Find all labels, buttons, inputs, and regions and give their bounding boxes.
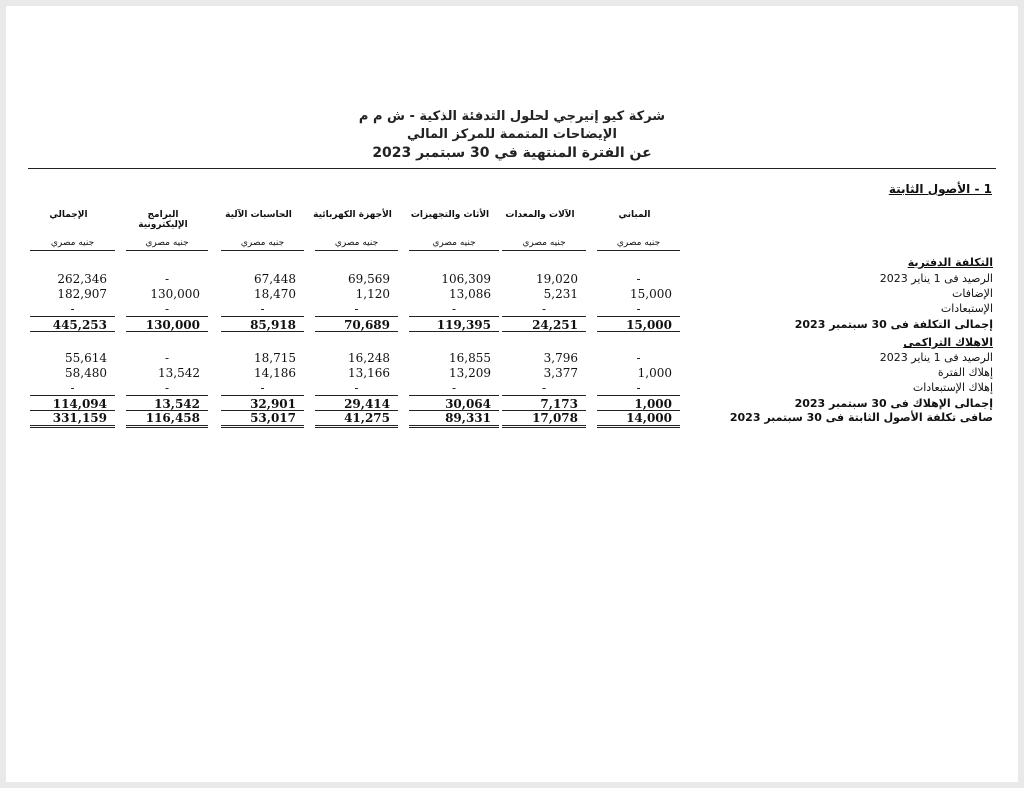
table-cell: 15,000 [626, 318, 672, 332]
table-cell: - [70, 302, 75, 316]
table-cell: 16,855 [449, 351, 491, 365]
table-cell: 69,569 [348, 272, 390, 286]
table-row [0, 256, 1024, 271]
table-cell: 89,331 [445, 411, 491, 425]
table-cell: - [260, 381, 265, 395]
table-row [0, 272, 1024, 287]
table-cell: 116,458 [145, 411, 200, 425]
table-cell: 114,094 [52, 397, 107, 411]
table-cell: 5,231 [543, 287, 578, 301]
subtotal-rule [502, 316, 586, 317]
table-cell: 55,614 [65, 351, 107, 365]
subtotal-rule [597, 410, 680, 411]
row-label: إهلاك الإستبعادات [912, 381, 993, 394]
subtotal-rule [315, 316, 398, 317]
subtotal-rule [221, 331, 304, 332]
table-cell: 182,907 [57, 287, 107, 301]
table-cell: 262,346 [57, 272, 107, 286]
header-divider [28, 168, 996, 169]
table-cell: 14,000 [626, 411, 672, 425]
table-cell: - [451, 302, 457, 316]
subtotal-rule [221, 410, 304, 411]
table-cell: 19,020 [536, 272, 578, 286]
subtotal-rule [409, 410, 499, 411]
table-cell: - [164, 302, 170, 316]
table-cell: - [636, 302, 641, 316]
column-header: البرامج الإليكترونية [138, 210, 188, 230]
table-cell: 24,251 [532, 318, 578, 332]
row-label: إهلاك الفترة [937, 366, 993, 379]
subtotal-rule [502, 410, 586, 411]
company-name: شركة كيو إنيرجي لحلول التدفئة الذكية - ش م م [358, 109, 666, 124]
currency-unit: جنيه مصري [126, 238, 208, 251]
total-double-rule [126, 425, 208, 428]
currency-unit: جنيه مصري [597, 238, 680, 251]
subtotal-rule [315, 410, 398, 411]
table-cell: 130,000 [145, 318, 200, 332]
table-cell: 7,173 [540, 397, 578, 411]
subtotal-rule [221, 395, 304, 396]
currency-unit: جنيه مصري [315, 238, 398, 251]
subtotal-rule [502, 331, 586, 332]
table-cell: 3,796 [543, 351, 578, 365]
table-cell: 17,078 [532, 411, 578, 425]
subtotal-rule [597, 395, 680, 396]
subtotal-rule [409, 316, 499, 317]
currency-unit: جنيه مصري [409, 238, 499, 251]
table-cell: 29,414 [344, 397, 390, 411]
row-label: إجمالى الإهلاك فى 30 سبتمبر 2023 [794, 397, 993, 410]
table-cell: 13,166 [348, 366, 390, 380]
table-cell: - [354, 381, 359, 395]
subtotal-rule [409, 331, 499, 332]
total-double-rule [30, 425, 115, 428]
column-header: الإجمالي [49, 210, 88, 220]
table-cell: 331,159 [52, 411, 107, 425]
table-cell: - [636, 351, 641, 365]
total-double-rule [315, 425, 398, 428]
subtotal-rule [221, 316, 304, 317]
table-cell: 18,470 [254, 287, 296, 301]
subtotal-rule [30, 395, 115, 396]
table-cell: 13,209 [449, 366, 491, 380]
table-cell: 58,480 [65, 366, 107, 380]
total-double-rule [221, 425, 304, 428]
table-cell: - [260, 302, 265, 316]
row-label: التكلفة الدفترية [907, 256, 993, 269]
total-double-rule [597, 425, 680, 428]
column-header: المباني [618, 210, 651, 220]
document-subtitle: الإيضاحات المتممة للمركز المالي [407, 127, 617, 142]
table-cell: 13,086 [449, 287, 491, 301]
subtotal-rule [409, 395, 499, 396]
row-label: الإستبعادات [940, 302, 993, 315]
table-cell: 53,017 [250, 411, 296, 425]
table-cell: - [541, 381, 547, 395]
table-row [0, 411, 1024, 426]
table-cell: 15,000 [630, 287, 672, 301]
row-label: الإضافات [952, 287, 993, 300]
table-row [0, 336, 1024, 351]
table-cell: - [541, 302, 547, 316]
table-row [0, 302, 1024, 317]
table-row [0, 381, 1024, 396]
table-cell: 106,309 [441, 272, 491, 286]
column-header: الأجهزة الكهربائية [313, 210, 392, 220]
total-double-rule [502, 425, 586, 428]
table-row [0, 351, 1024, 366]
table-cell: 1,000 [634, 397, 672, 411]
subtotal-rule [315, 395, 398, 396]
currency-unit: جنيه مصري [221, 238, 304, 251]
subtotal-rule [126, 410, 208, 411]
row-label: إجمالى التكلفة فى 30 سبتمبر 2023 [794, 318, 993, 331]
table-cell: - [164, 272, 170, 286]
table-row [0, 366, 1024, 381]
table-cell: 1,000 [637, 366, 672, 380]
table-cell: - [636, 381, 641, 395]
row-label: الرصيد فى 1 يناير 2023 [879, 351, 993, 364]
row-label: الاهلاك التراكمى [903, 336, 993, 349]
column-header: الحاسبات الآلية [225, 210, 292, 220]
table-cell: 16,248 [348, 351, 390, 365]
table-cell: - [636, 272, 641, 286]
table-cell: 130,000 [150, 287, 200, 301]
currency-unit: جنيه مصري [502, 238, 586, 251]
table-cell: 30,064 [445, 397, 491, 411]
table-cell: 67,448 [254, 272, 296, 286]
table-cell: - [164, 351, 170, 365]
subtotal-rule [315, 331, 398, 332]
table-cell: 70,689 [344, 318, 390, 332]
total-double-rule [409, 425, 499, 428]
document-header [0, 108, 1024, 162]
subtotal-rule [597, 331, 680, 332]
table-cell: 14,186 [254, 366, 296, 380]
document-period: عن الفترة المنتهية في 30 سبتمبر 2023 [372, 145, 652, 161]
section-title: 1 - الأصول الثابتة [888, 182, 992, 196]
table-cell: - [70, 381, 75, 395]
subtotal-rule [126, 331, 208, 332]
column-header: الآلات والمعدات [505, 210, 575, 220]
table-cell: 18,715 [254, 351, 296, 365]
table-cell: 3,377 [543, 366, 578, 380]
subtotal-rule [30, 410, 115, 411]
column-header: الأثاث والتجهيزات [410, 210, 490, 220]
table-cell: 1,120 [355, 287, 390, 301]
table-cell: 13,542 [158, 366, 200, 380]
subtotal-rule [126, 316, 208, 317]
table-cell: - [164, 381, 170, 395]
table-cell: 119,395 [436, 318, 491, 332]
table-row [0, 287, 1024, 302]
table-cell: 445,253 [52, 318, 107, 332]
table-cell: 41,275 [344, 411, 390, 425]
table-cell: - [354, 302, 359, 316]
subtotal-rule [126, 395, 208, 396]
subtotal-rule [502, 395, 586, 396]
subtotal-rule [597, 316, 680, 317]
table-cell: 85,918 [250, 318, 296, 332]
row-label: الرصيد فى 1 يناير 2023 [879, 272, 993, 285]
row-label: صافى تكلفة الأصول الثابتة فى 30 سبتمبر 2023 [729, 411, 993, 424]
subtotal-rule [30, 316, 115, 317]
table-cell: - [451, 381, 457, 395]
table-cell: 13,542 [154, 397, 200, 411]
table-cell: 32,901 [250, 397, 296, 411]
currency-unit: جنيه مصري [30, 238, 115, 251]
subtotal-rule [30, 331, 115, 332]
